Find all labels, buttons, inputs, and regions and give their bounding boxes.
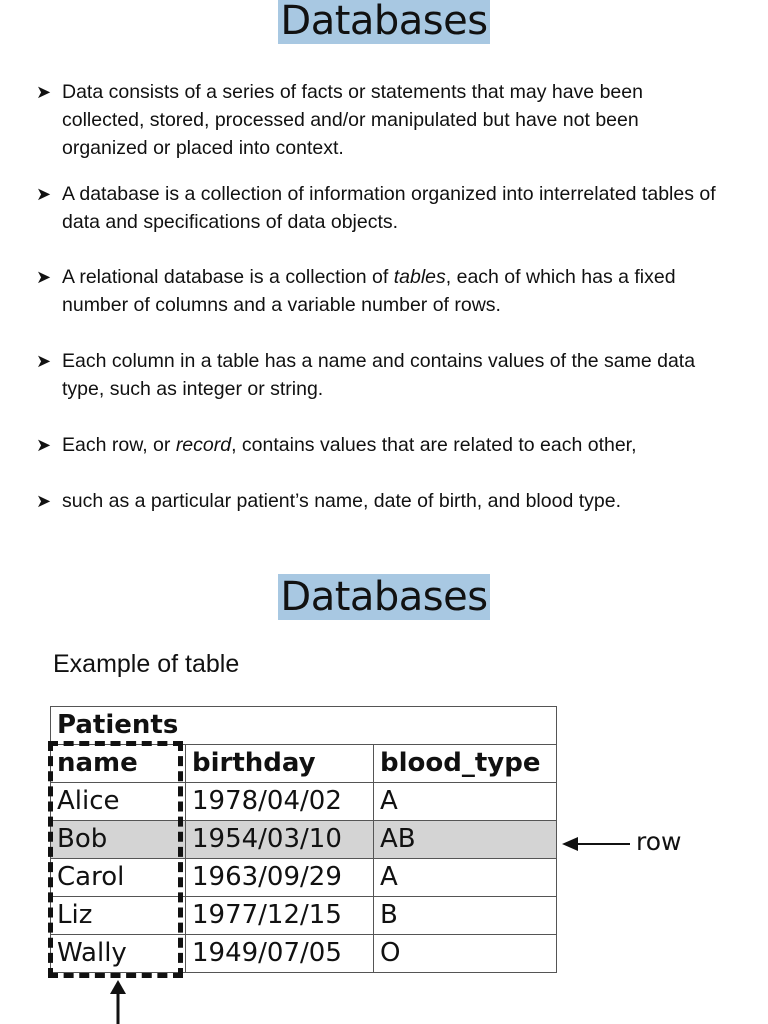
arrow-bullet-icon: ➤ (36, 491, 52, 511)
table-row (51, 935, 557, 973)
row-annotation-label: row (636, 827, 682, 856)
bullet-text: Data consists of a series of facts or statements that may have been collected, stored, processed and/or manipulated but have not been organized or placed into context. (62, 81, 643, 159)
table-header-row (51, 745, 557, 783)
slide-title (0, 0, 768, 44)
bullet-item (36, 487, 722, 515)
arrow-bullet-icon: ➤ (36, 184, 52, 204)
table-cell: A (374, 783, 557, 821)
table-cell: AB (374, 821, 557, 859)
column-header: name (51, 745, 186, 783)
arrow-bullet-icon: ➤ (36, 267, 52, 287)
table-cell: 1963/09/29 (186, 859, 374, 897)
table-cell: Carol (51, 859, 186, 897)
slide-title (0, 574, 768, 620)
section-subtitle: Example of table (53, 650, 240, 678)
bullet-text: Each column in a table has a name and contains values of the same data type, such as integer or string. (62, 350, 696, 400)
arrow-bullet-icon: ➤ (36, 351, 52, 371)
bullet-text: Each row, or record, contains values that are related to each other, (62, 434, 637, 456)
table-row (51, 859, 557, 897)
table-row (51, 897, 557, 935)
bullet-item (36, 347, 722, 403)
table-row (51, 783, 557, 821)
arrow-bullet-icon: ➤ (36, 435, 52, 455)
bullet-text: such as a particular patient’s name, date of birth, and blood type. (62, 490, 621, 512)
table-row-highlighted (51, 821, 557, 859)
table-cell: Liz (51, 897, 186, 935)
table-cell: Alice (51, 783, 186, 821)
table-cell: O (374, 935, 557, 973)
arrow-bullet-icon: ➤ (36, 82, 52, 102)
table-cell: 1977/12/15 (186, 897, 374, 935)
slide-title-text: Databases (280, 574, 488, 620)
patients-table (50, 706, 557, 973)
slide-title-text: Databases (280, 0, 488, 44)
column-header: birthday (186, 745, 374, 783)
table-cell: 1954/03/10 (186, 821, 374, 859)
bullet-item (36, 263, 722, 319)
bullet-text: A database is a collection of information organized into interrelated tables of data and specifications of data objects. (62, 183, 716, 233)
up-arrow-icon (106, 980, 130, 1024)
table-cell: B (374, 897, 557, 935)
table-cell: A (374, 859, 557, 897)
column-header: blood_type (374, 745, 557, 783)
bullet-item (36, 431, 722, 459)
bullet-text: A relational database is a collection of tables, each of which has a fixed number of columns and a variable number of rows. (62, 266, 676, 316)
table-cell: 1978/04/02 (186, 783, 374, 821)
left-arrow-icon (562, 830, 632, 858)
table-cell: Wally (51, 935, 186, 973)
bullet-item (36, 180, 722, 236)
bullet-item (36, 78, 722, 162)
table-cell: 1949/07/05 (186, 935, 374, 973)
table-caption: Patients (51, 707, 557, 745)
table-cell: Bob (51, 821, 186, 859)
